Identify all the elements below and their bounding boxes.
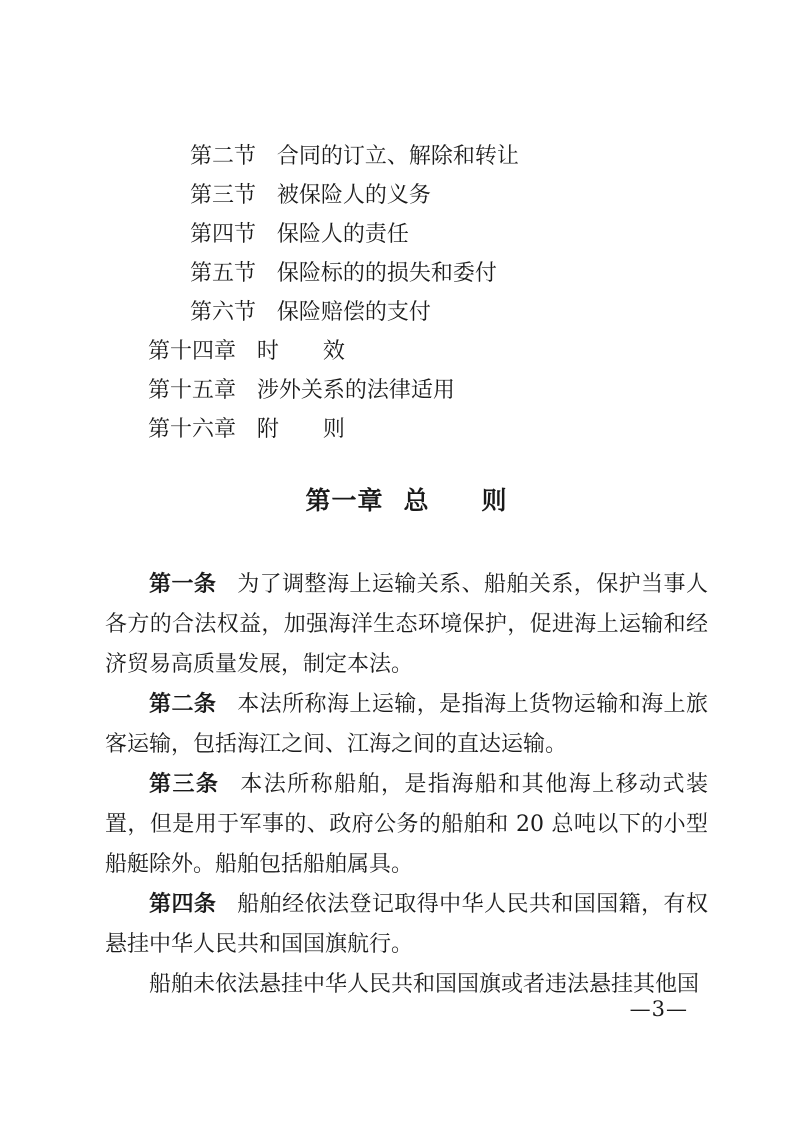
article-paragraph-5	[105, 965, 708, 1005]
article-paragraph-1	[105, 565, 708, 685]
toc-item-section-4	[105, 215, 708, 254]
article-paragraph-2	[105, 685, 708, 765]
toc-item-section-6	[105, 293, 708, 332]
toc-item-chapter-16	[105, 410, 708, 449]
toc-item-number: 第十四章	[148, 339, 237, 364]
toc-item-title: 保险赔偿的支付	[276, 300, 431, 325]
article-number: 第四条	[149, 892, 217, 917]
article-text: 本法所称船舶，是指海船和其他海上移动式装置，但是用于军事的、政府公务的船舶和 20 总吨以下的小型船艇除外。船舶包括船舶属具。	[105, 772, 708, 877]
article-text: 船舶经依法登记取得中华人民共和国国籍，有权悬挂中华人民共和国国旗航行。	[105, 892, 708, 957]
toc-item-chapter-15	[105, 371, 708, 410]
toc-item-section-3	[105, 176, 708, 215]
toc-item-title: 保险标的的损失和委付	[276, 261, 497, 286]
toc-item-number: 第四节	[190, 222, 257, 247]
toc-item-title: 合同的订立、解除和转让	[276, 144, 519, 169]
article-number: 第二条	[149, 692, 217, 717]
article-text: 本法所称海上运输，是指海上货物运输和海上旅客运输，包括海江之间、江海之间的直达运输。	[105, 692, 708, 757]
page-number: —3—	[629, 997, 688, 1021]
toc-item-section-2	[105, 137, 708, 176]
table-of-contents	[105, 137, 708, 449]
toc-item-number: 第二节	[190, 144, 257, 169]
chapter-heading	[105, 483, 708, 519]
toc-item-section-5	[105, 254, 708, 293]
toc-item-title: 被保险人的义务	[276, 183, 431, 208]
article-text: 为了调整海上运输关系、船舶关系，保护当事人各方的合法权益，加强海洋生态环境保护，促进海上运输和经济贸易高质量发展，制定本法。	[105, 572, 708, 677]
article-paragraph-3	[105, 765, 708, 885]
article-number: 第三条	[149, 772, 220, 797]
toc-item-number: 第十六章	[148, 417, 237, 442]
article-text: 船舶未依法悬挂中华人民共和国国旗或者违法悬挂其他国	[149, 972, 700, 997]
toc-item-number: 第六节	[190, 300, 257, 325]
toc-item-title: 保险人的责任	[276, 222, 409, 247]
article-number: 第一条	[149, 572, 217, 597]
toc-item-chapter-14	[105, 332, 708, 371]
article-body	[105, 565, 708, 1005]
toc-item-title: 时 效	[256, 339, 345, 364]
chapter-heading-number: 第一章	[305, 486, 384, 515]
article-paragraph-4	[105, 885, 708, 965]
toc-item-title: 涉外关系的法律适用	[256, 378, 455, 403]
toc-item-number: 第十五章	[148, 378, 237, 403]
chapter-heading-title: 总 则	[403, 486, 508, 515]
toc-item-number: 第三节	[190, 183, 257, 208]
toc-item-number: 第五节	[190, 261, 257, 286]
toc-item-title: 附 则	[256, 417, 345, 442]
